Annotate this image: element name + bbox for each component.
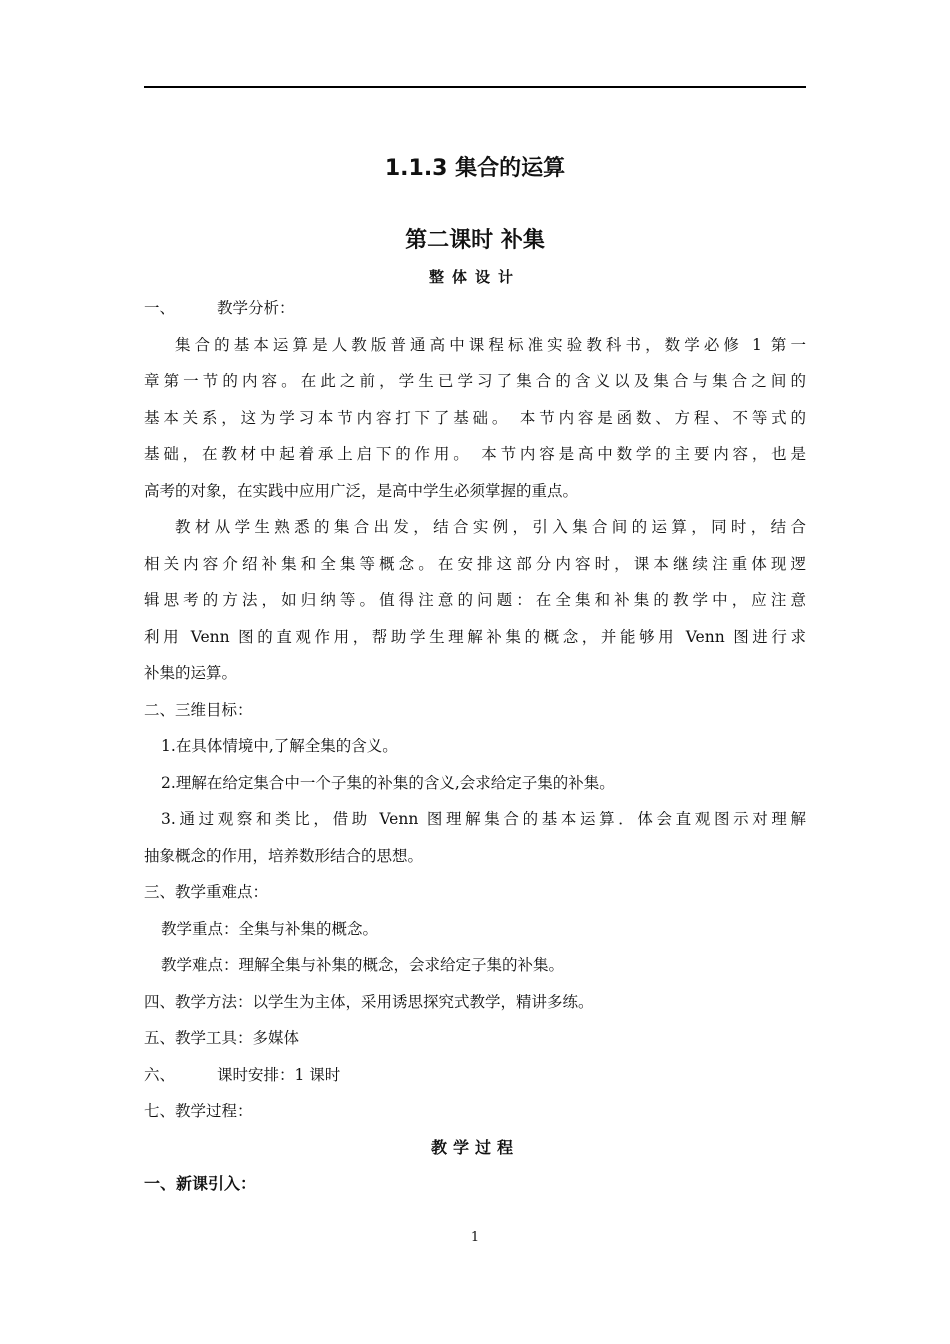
section-heading: 整体设计	[428, 268, 521, 286]
teaching-tools: 五、教学工具：多媒体	[144, 1029, 300, 1047]
intro-heading: 一、新课引入：	[144, 1173, 257, 1193]
document-title: 1.1.3 集合的运算	[384, 156, 566, 181]
difficult-point: 教学难点：理解全集与补集的概念，会求给定子集的补集。	[161, 956, 565, 974]
goals-label: 二、三维目标：	[144, 700, 253, 719]
header-rule	[144, 86, 806, 88]
goal-item-3: 3.通过观察和类比，借助 Venn 图理解集合的基本运算．体会直观图示对理解	[161, 810, 806, 828]
process-heading: 教学过程	[430, 1137, 519, 1157]
process-label: 七、教学过程：	[144, 1102, 253, 1120]
teaching-method: 四、教学方法：以学生为主体，采用诱思探究式教学，精讲多练。	[144, 992, 594, 1011]
document-body	[144, 150, 806, 1202]
analysis-paragraph-1: 集合的基本运算是人教版普通高中课程标准实验教科书，数学必修 1 第一 章第一节的内容。在此之前，学生已学习了集合的含义以及集合与集合之间的 基本关系，这为学习本节内容打下了基础。 本节内容是函数、方程、不等式的 基础，在教材中起着承上启下的作用。 本节内容是高中数学的主要内容，也是 高考的对象，在实践中应用广泛，是高中学生必须掌握的重点。	[144, 335, 806, 500]
analysis-label: 一、 教学分析：	[144, 299, 295, 317]
goal-item-2: 2.理解在给定集合中一个子集的补集的含义,会求给定子集的补集。	[161, 773, 615, 792]
analysis-paragraph-2: 教材从学生熟悉的集合出发，结合实例，引入集合间的运算，同时，结合 相关内容介绍补集和全集等概念。在安排这部分内容时，课本继续注重体现逻 辑思考的方法，如归纳等。值得注意的问题：在全集和补集的教学中，应注意 利用 Venn 图的直观作用，帮助学生理解补集的概念，并能够用 Venn 图进行求 补集的运算。	[144, 518, 806, 682]
document-subtitle: 第二课时 补集	[405, 228, 545, 253]
goal-item-1: 1.在具体情境中,了解全集的含义。	[161, 737, 398, 755]
key-point: 教学重点：全集与补集的概念。	[161, 919, 379, 938]
page-number: 1	[470, 1230, 480, 1245]
key-points-label: 三、教学重难点：	[144, 883, 269, 901]
class-schedule: 六、 课时安排：1 课时	[144, 1065, 341, 1084]
goal-item-3-continued: 抽象概念的作用，培养数形结合的思想。	[144, 846, 424, 865]
